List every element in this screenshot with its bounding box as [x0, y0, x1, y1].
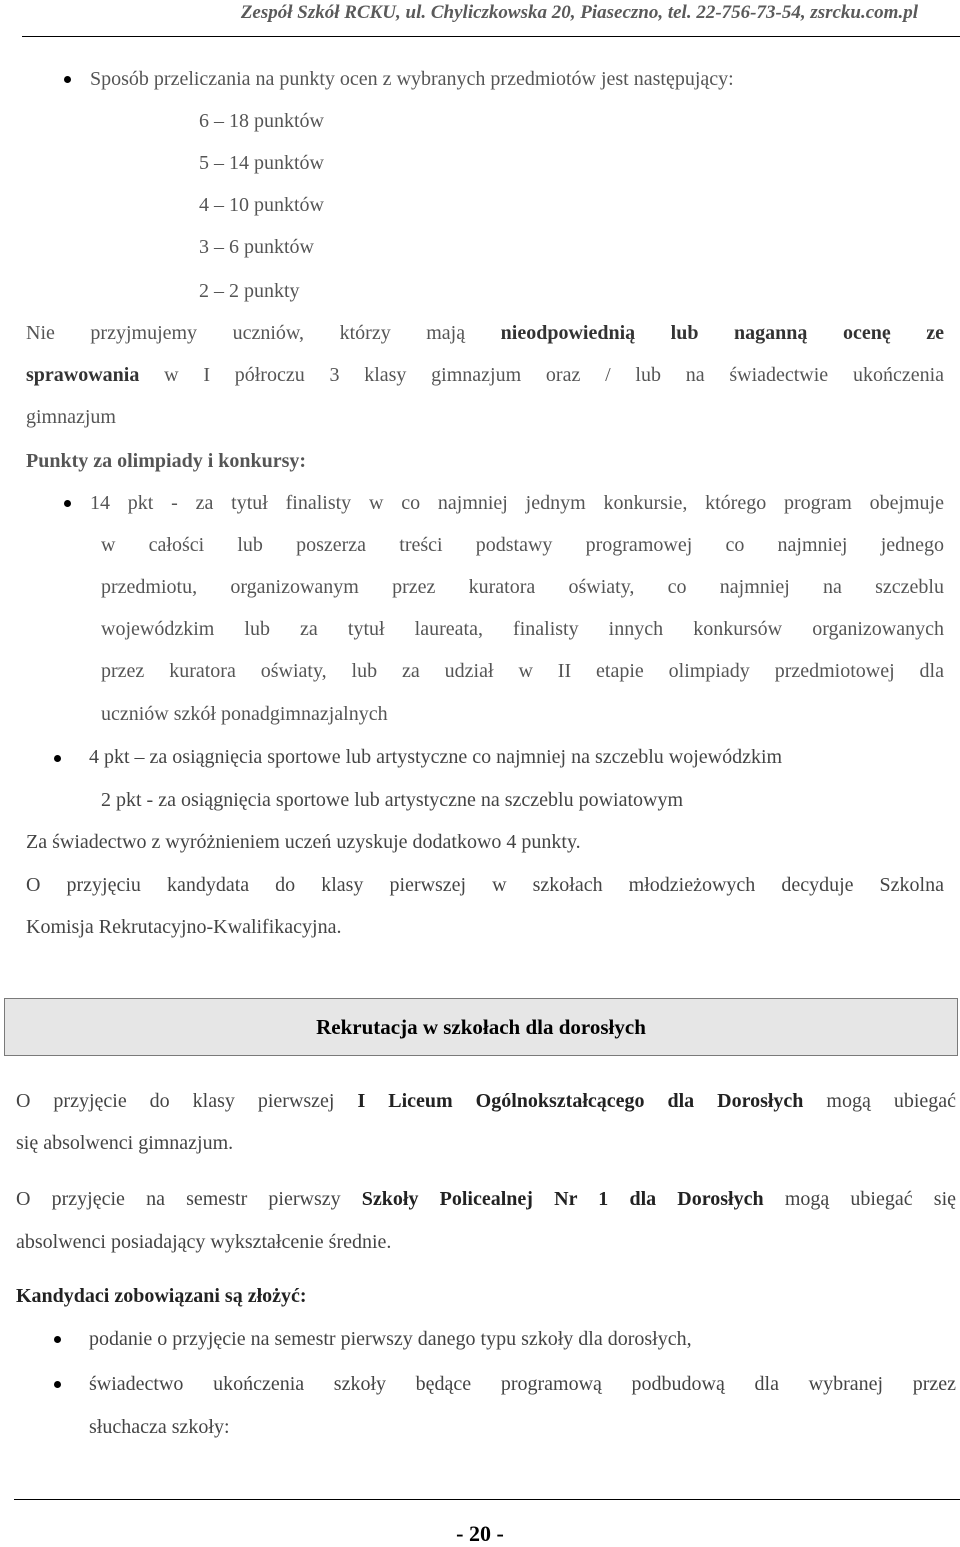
candidates-heading: Kandydaci zobowiązani są złożyć:	[16, 1285, 307, 1307]
section-heading-adults: Rekrutacja w szkołach dla dorosłych	[4, 998, 958, 1056]
document-item-1: podanie o przyjęcie na semestr pierwszy danego typu szkoły dla dorosłych,	[89, 1328, 692, 1350]
commission-line-1: O przyjęciu kandydata do klasy pierwszej w szkołach młodzieżowych decyduje Szkolna	[26, 874, 944, 896]
olympiad-item-1-line-5: przez kuratora oświaty, lub za udział w II etapie olimpiady przedmiotowej dla	[101, 660, 944, 682]
adults-paragraph-2-line-2: absolwenci posiadający wykształcenie średnie.	[16, 1231, 392, 1253]
page-number: - 20 -	[456, 1521, 504, 1546]
olympiad-item-1-line-3: przedmiotu, organizowanym przez kuratora oświaty, co najmniej na szczeblu	[101, 576, 944, 598]
bullet-icon	[54, 1381, 61, 1388]
adults-paragraph-1-line-1: O przyjęcie do klasy pierwszej I Liceum Ogólnokształcącego dla Dorosłych mogą ubiegać	[16, 1090, 957, 1112]
rejection-line-3: gimnazjum	[26, 406, 116, 428]
bullet-icon	[64, 500, 71, 507]
bullet-icon	[64, 76, 71, 83]
olympiad-item-1-line-1: 14 pkt - za tytuł finalisty w co najmniej jednym konkursie, którego program obejmuje	[90, 492, 944, 514]
footer-rule	[14, 1499, 960, 1500]
header-rule	[22, 36, 960, 37]
olympiad-item-1-line-6: uczniów szkół ponadgimnazjalnych	[101, 703, 388, 725]
document-item-2-line-2: słuchacza szkoły:	[89, 1416, 230, 1438]
olympiads-heading: Punkty za olimpiady i konkursy:	[26, 450, 307, 472]
rejection-line-1: Nie przyjmujemy uczniów, którzy mają nieodpowiednią lub naganną ocenę ze	[26, 322, 944, 344]
grade-4: 4 – 10 punktów	[199, 194, 324, 216]
bullet-icon	[54, 755, 61, 762]
grade-2: 2 – 2 punkty	[199, 280, 300, 302]
olympiad-item-2-sub: 2 pkt - za osiągnięcia sportowe lub artystyczne na szczeblu powiatowym	[101, 789, 684, 811]
running-header: Zespół Szkół RCKU, ul. Chyliczkowska 20, Piaseczno, tel. 22-756-73-54, zsrcku.com.pl	[240, 2, 918, 23]
grade-6: 6 – 18 punktów	[199, 110, 324, 132]
adults-paragraph-1-line-2: się absolwenci gimnazjum.	[16, 1132, 234, 1154]
olympiad-item-1-line-4: wojewódzkim lub za tytuł laureata, finalisty innych konkursów organizowanych	[101, 618, 944, 640]
distinction-text: Za świadectwo z wyróżnieniem uczeń uzyskuje dodatkowo 4 punkty.	[26, 831, 581, 853]
olympiad-item-2: 4 pkt – za osiągnięcia sportowe lub artystyczne co najmniej na szczeblu wojewódzkim	[89, 746, 783, 768]
document-item-2-line-1: świadectwo ukończenia szkoły będące programową podbudową dla wybranej przez	[89, 1373, 956, 1395]
olympiad-item-1-line-2: w całości lub poszerza treści podstawy programowej co najmniej jednego	[101, 534, 944, 556]
commission-line-2: Komisja Rekrutacyjno-Kwalifikacyjna.	[26, 916, 342, 938]
adults-paragraph-2-line-1: O przyjęcie na semestr pierwszy Szkoły Policealnej Nr 1 dla Dorosłych mogą ubiegać się	[16, 1188, 957, 1210]
grade-3: 3 – 6 punktów	[199, 236, 314, 258]
points-intro: Sposób przeliczania na punkty ocen z wybranych przedmiotów jest następujący:	[90, 68, 734, 90]
grade-5: 5 – 14 punktów	[199, 152, 324, 174]
bullet-icon	[54, 1336, 61, 1343]
rejection-line-2: sprawowania w I półroczu 3 klasy gimnazjum oraz / lub na świadectwie ukończenia	[26, 364, 945, 386]
